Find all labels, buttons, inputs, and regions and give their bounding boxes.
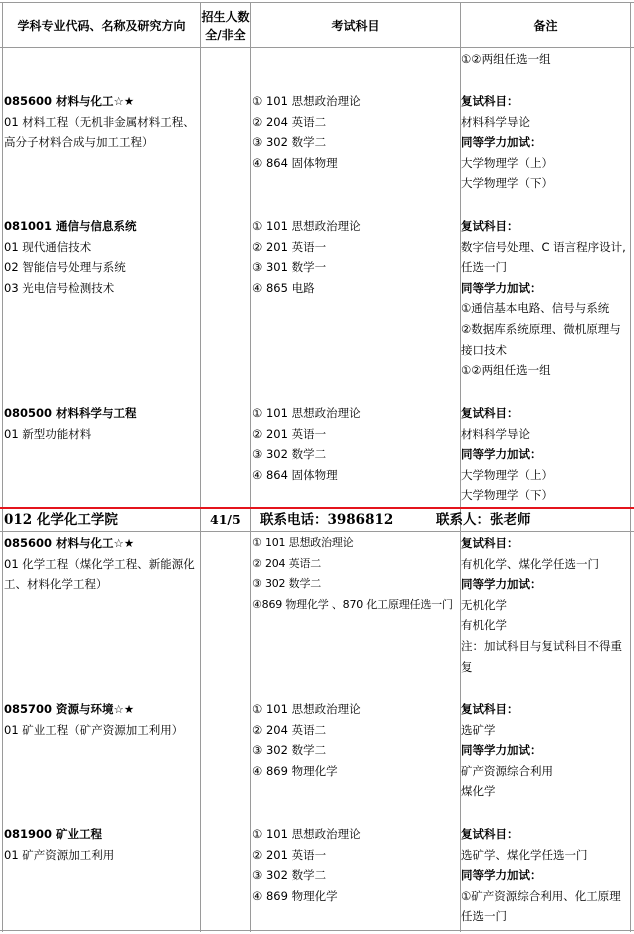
remark-line: 材料科学导论: [461, 114, 530, 129]
exam-subject-line: ③ 301 数学一: [252, 260, 327, 275]
remark-line: 选矿学: [461, 722, 496, 737]
major-cell: [4, 403, 137, 444]
exam-subject-line: ④ 865 电路: [252, 280, 315, 295]
major-line: 081001 通信与信息系统: [4, 219, 137, 233]
major-line: 01 矿业工程（矿产资源加工利用）: [4, 722, 184, 737]
header-major: 学科专业代码、名称及研究方向: [17, 19, 186, 33]
remark-line: 复试科目：: [461, 219, 519, 233]
exam-subject-line: ① 101 思想政治理论: [252, 536, 354, 549]
exam-subject-line: ② 204 英语二: [252, 556, 322, 570]
remark-cell: [461, 403, 553, 506]
remark-cell: [461, 216, 626, 381]
remark-line: 同等学力加试：: [461, 280, 542, 295]
college-quota: 41/5: [210, 512, 241, 527]
exam-cell: [252, 533, 453, 615]
exam-subject-line: ② 201 英语一: [252, 847, 327, 862]
exam-cell: [252, 91, 361, 173]
exam-subject-line: ③ 302 数学二: [252, 743, 327, 758]
column-divider: [2, 2, 3, 932]
remark-line: 接口技术: [461, 342, 507, 357]
remark-line: 同等学力加试：: [461, 135, 542, 150]
major-line: 085700 资源与环境☆★: [4, 702, 135, 716]
major-line: 01 新型功能材料: [4, 426, 92, 441]
remark-text: ①②两组任选一组: [461, 52, 551, 66]
exam-cell: [252, 216, 361, 298]
remark-cell: [461, 91, 553, 194]
exam-subject-line: ① 101 思想政治理论: [252, 702, 361, 716]
exam-cell: [252, 824, 361, 906]
major-line: 01 化学工程（煤化学工程、新能源化: [4, 556, 195, 571]
remark-cell: [461, 824, 621, 927]
header-remarks: 备注: [533, 19, 558, 33]
header-bottom-border: [0, 47, 634, 48]
remark-line: 数字信号处理、C 语言程序设计,: [461, 239, 626, 254]
exam-cell: [252, 699, 361, 781]
section-row-bottom-border: [0, 531, 634, 532]
major-cell: [4, 216, 137, 298]
remark-line: 煤化学: [461, 784, 496, 799]
remark-line: 材料科学导论: [461, 426, 530, 441]
remark-line: 复试科目：: [461, 406, 519, 420]
remark-line: 复试科目：: [461, 827, 519, 841]
header-quota: 招生人数全/非全: [201, 10, 250, 42]
remark-line: 大学物理学（上）: [461, 467, 553, 482]
remark-line: 大学物理学（下）: [461, 488, 553, 503]
remark-line: 复试科目：: [461, 94, 519, 108]
column-divider: [630, 2, 631, 932]
major-line: 080500 材料科学与工程: [4, 406, 137, 420]
remark-line: 复试科目：: [461, 536, 519, 550]
major-cell: [4, 699, 183, 740]
exam-subject-line: ② 204 英语二: [252, 114, 327, 129]
exam-subject-line: ④869 物理化学 、870 化工原理任选一门: [252, 597, 453, 611]
column-divider: [250, 2, 251, 932]
remark-line: 矿产资源综合利用: [461, 763, 553, 778]
college-row: [0, 510, 634, 532]
major-line: 02 智能信号处理与系统: [4, 260, 126, 275]
exam-subject-line: ③ 302 数学二: [252, 447, 327, 462]
remark-line: 选矿学、煤化学任选一门: [461, 847, 588, 862]
remark-line: 复试科目：: [461, 702, 519, 716]
exam-subject-line: ① 101 思想政治理论: [252, 827, 361, 841]
contact-person: 联系人：张老师: [436, 512, 531, 528]
remark-line: 有机化学: [461, 618, 507, 633]
remark-line: ②数据库系统原理、微机原理与: [461, 321, 621, 336]
remark-line: 同等学力加试：: [461, 743, 542, 758]
major-cell: [4, 824, 114, 865]
remark-line: 有机化学、煤化学任选一门: [461, 556, 599, 571]
column-divider: [200, 2, 201, 932]
major-line: 03 光电信号检测技术: [4, 280, 115, 295]
major-line: 085600 材料与化工☆★: [4, 94, 135, 108]
remark-cell: [461, 699, 553, 802]
college-name: 012 化学化工学院: [4, 512, 118, 528]
remark-line: 大学物理学（上）: [461, 155, 553, 170]
header-exam-subjects: 考试科目: [331, 19, 380, 33]
remark-line: ①矿产资源综合利用、化工原理: [461, 888, 621, 903]
major-line: 工、材料化学工程）: [4, 577, 108, 592]
remark-cell: [461, 533, 622, 677]
exam-subject-line: ① 101 思想政治理论: [252, 406, 361, 420]
remark-line: ①通信基本电路、信号与系统: [461, 301, 610, 316]
exam-subject-line: ③ 302 数学二: [252, 135, 327, 150]
major-cell: [4, 91, 195, 153]
remark-line: ①②两组任选一组: [461, 363, 551, 378]
major-line: 01 材料工程（无机非金属材料工程、: [4, 114, 195, 129]
remark-line: 同等学力加试：: [461, 447, 542, 462]
remark-line: 同等学力加试：: [461, 868, 542, 883]
table-top-border: [0, 2, 634, 3]
exam-subject-line: ③ 302 数学二: [252, 868, 327, 883]
remark-line: 同等学力加试：: [461, 577, 542, 592]
section-divider: [0, 507, 634, 509]
exam-subject-line: ③ 302 数学二: [252, 577, 322, 591]
remark-line: 任选一门: [461, 909, 507, 924]
major-cell: [4, 533, 195, 595]
exam-subject-line: ① 101 思想政治理论: [252, 219, 361, 233]
major-line: 081900 矿业工程: [4, 827, 103, 841]
remark-line: 无机化学: [461, 597, 507, 612]
remark-line: 复: [461, 659, 473, 674]
exam-subject-line: ④ 869 物理化学: [252, 888, 338, 903]
exam-subject-line: ② 201 英语一: [252, 426, 327, 441]
contact-phone: 联系电话：3986812: [260, 512, 394, 528]
exam-subject-line: ① 101 思想政治理论: [252, 94, 361, 108]
remark-line: 注：加试科目与复试科目不得重: [461, 638, 622, 653]
exam-subject-line: ④ 869 物理化学: [252, 763, 338, 778]
major-line: 01 现代通信技术: [4, 239, 92, 254]
table-bottom-border: [0, 930, 634, 931]
major-line: 01 矿产资源加工利用: [4, 847, 115, 862]
major-line: 高分子材料合成与加工工程）: [4, 135, 154, 150]
exam-cell: [252, 403, 361, 485]
exam-subject-line: ② 204 英语二: [252, 722, 327, 737]
exam-subject-line: ② 201 英语一: [252, 239, 327, 254]
exam-subject-line: ④ 864 固体物理: [252, 467, 338, 482]
remark-line: 大学物理学（下）: [461, 176, 553, 191]
major-line: 085600 材料与化工☆★: [4, 536, 135, 550]
exam-subject-line: ④ 864 固体物理: [252, 155, 338, 170]
remark-line: 任选一门: [461, 260, 507, 275]
